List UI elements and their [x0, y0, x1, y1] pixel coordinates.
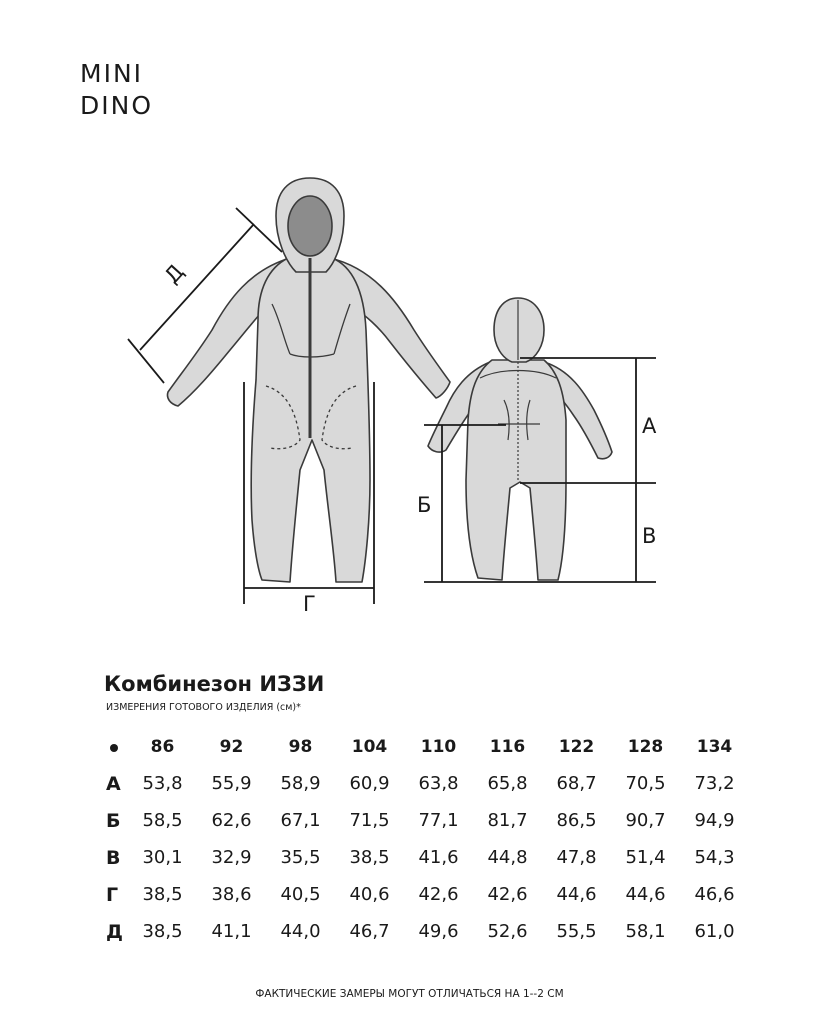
table-cell: 52,6: [487, 921, 528, 942]
measure-a-label: А: [642, 414, 657, 438]
table-cell: 73,2: [694, 773, 735, 794]
table-cell: 60,9: [349, 773, 390, 794]
back-hood: [494, 298, 544, 362]
size-header: 98: [288, 736, 313, 757]
table-cell: 42,6: [418, 884, 459, 905]
measure-d-label: Д: [159, 259, 189, 289]
size-header: 86: [150, 736, 175, 757]
table-cell: 68,7: [556, 773, 597, 794]
table-cell: 46,7: [349, 921, 390, 942]
table-cell: 41,6: [418, 847, 459, 868]
table-cell: 49,6: [418, 921, 459, 942]
row-label: Д: [106, 920, 123, 943]
bullet-icon: [100, 728, 128, 765]
table-cell: 55,5: [556, 921, 597, 942]
brand-logo-line1: MINI: [80, 59, 144, 88]
table-cell: 30,1: [142, 847, 183, 868]
table-cell: 71,5: [349, 810, 390, 831]
table-cell: 58,9: [280, 773, 321, 794]
table-row: [100, 876, 749, 913]
table-cell: 46,6: [694, 884, 735, 905]
size-header: 116: [489, 736, 526, 757]
size-header: 122: [558, 736, 595, 757]
table-cell: 38,5: [349, 847, 390, 868]
table-cell: 94,9: [694, 810, 735, 831]
footnote: ФАКТИЧЕСКИЕ ЗАМЕРЫ МОГУТ ОТЛИЧАТЬСЯ НА 1--2 СМ: [255, 988, 564, 1000]
table-cell: 65,8: [487, 773, 528, 794]
row-label: Г: [106, 883, 119, 906]
table-cell: 62,6: [211, 810, 252, 831]
table-row: [100, 802, 749, 839]
table-row: [100, 913, 749, 950]
table-cell: 53,8: [142, 773, 183, 794]
table-cell: 42,6: [487, 884, 528, 905]
row-label: Б: [106, 809, 121, 832]
table-cell: 77,1: [418, 810, 459, 831]
size-header: 128: [627, 736, 664, 757]
table-cell: 44,8: [487, 847, 528, 868]
table-cell: 90,7: [625, 810, 666, 831]
size-header-row: [100, 728, 749, 765]
table-cell: 41,1: [211, 921, 252, 942]
table-cell: 63,8: [418, 773, 459, 794]
table-cell: 81,7: [487, 810, 528, 831]
size-header: 104: [351, 736, 388, 757]
table-cell: 58,1: [625, 921, 666, 942]
table-cell: 51,4: [625, 847, 666, 868]
table-cell: 40,5: [280, 884, 321, 905]
table-cell: 47,8: [556, 847, 597, 868]
table-row: [100, 839, 749, 876]
row-label: В: [106, 846, 121, 869]
table-cell: 38,5: [142, 921, 183, 942]
product-subtitle: ИЗМЕРЕНИЯ ГОТОВОГО ИЗДЕЛИЯ (см)*: [106, 702, 301, 713]
measure-v-label: В: [642, 524, 657, 548]
table-cell: 38,6: [211, 884, 252, 905]
measure-b-label: Б: [417, 493, 432, 517]
size-table: [100, 728, 749, 950]
back-garment: [428, 298, 612, 580]
size-header: 92: [219, 736, 244, 757]
table-cell: 38,5: [142, 884, 183, 905]
brand-logo-line2: DINO: [80, 91, 154, 120]
size-header: 134: [696, 736, 733, 757]
table-cell: 35,5: [280, 847, 321, 868]
table-cell: 67,1: [280, 810, 321, 831]
table-cell: 40,6: [349, 884, 390, 905]
product-title: Комбинезон ИЗЗИ: [104, 672, 325, 696]
row-label: А: [106, 772, 121, 795]
table-cell: 44,0: [280, 921, 321, 942]
table-cell: 55,9: [211, 773, 252, 794]
table-cell: 44,6: [625, 884, 666, 905]
size-header: 110: [420, 736, 457, 757]
table-cell: 44,6: [556, 884, 597, 905]
table-cell: 70,5: [625, 773, 666, 794]
table-cell: 58,5: [142, 810, 183, 831]
table-cell: 61,0: [694, 921, 735, 942]
table-cell: 86,5: [556, 810, 597, 831]
table-cell: 54,3: [694, 847, 735, 868]
table-row: [100, 765, 749, 802]
front-hood-opening: [288, 196, 332, 256]
back-body: [466, 360, 566, 580]
measure-g-label: Г: [303, 592, 316, 616]
table-cell: 32,9: [211, 847, 252, 868]
